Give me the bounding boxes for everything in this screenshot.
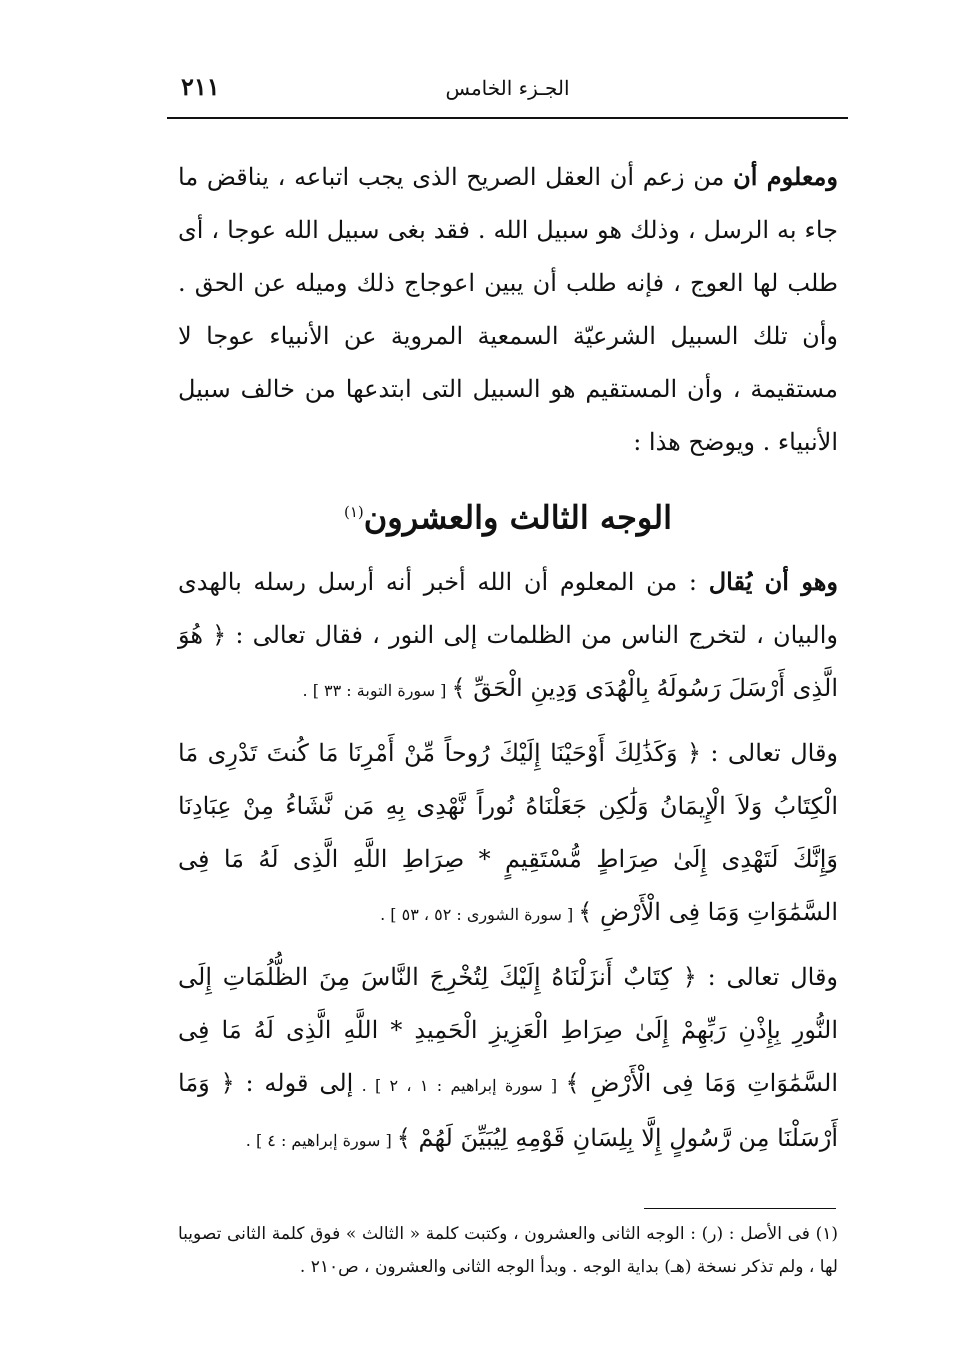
paragraph-2-lead: وهو أن يُقال [708, 566, 838, 596]
verse-reference-tawba: [ سورة التوبة : ٣٣ ] . [302, 680, 452, 700]
paragraph-3 [178, 727, 838, 941]
paragraph-4-mid: إلى قوله : [234, 1068, 354, 1097]
paragraph-1-text: من زعم أن العقل الصريح الذى يجب اتباعه ، يناقض ما جاء به الرسل ، وذلك هو سبيل الله . فقد بغى سبيل الله عوجا ، أى طلب لها العوج ، فإنه طلب أن يبين اعوجاج ذلك وميله عن الحق . وأن تلك السبيل الشرعيّة السمعية المروية عن الأنبياء عوجا لا مستقيمة ، وأن المستقيم هو السبيل التى ابتدعها من خالف سبيل الأنبياء . ويوضح هذا : [178, 163, 838, 456]
main-text [178, 150, 838, 1167]
paragraph-4 [178, 951, 838, 1167]
footnote-1: (١) فى الأصل : (ر) : الوجه الثانى والعشرون ، وكتبت كلمة « الثالث » فوق كلمة الثانى تصويبا لها ، ولم تذكر نسخة (هـ) بداية الوجه . وبدأ الوجه الثانى والعشرون ، ص٢١٠ . [178, 1224, 838, 1277]
quran-verse-tawba: ﴿ هُوَ الَّذِى أَرْسَلَ رَسُولَهُ بِالْهُدَى وَدِينِ الْحَقِّ ﴾ [178, 620, 838, 702]
running-title: الجـزء الخامس [445, 76, 570, 100]
section-heading-text: الوجه الثالث والعشرون [363, 498, 673, 537]
header-rule [167, 117, 848, 119]
footnote-marker: (١) [343, 503, 364, 521]
paragraph-1-lead: ومعلوم أن [733, 162, 839, 191]
paragraph-2-text: : من المعلوم أن الله أخبر أنه أرسل رسله بالهدى والبيان ، لتخرج الناس من الظلمات إلى النور ، فقال تعالى : [178, 567, 838, 649]
quran-verse-shura: ﴿ وَكَذَٰلِكَ أَوْحَيْنَا إِلَيْكَ رُوحاً مِّنْ أَمْرِنَا مَا كُنتَ تَدْرِى مَا الْكِتَابُ وَلاَ الْإِيمَانُ وَلَٰكِن جَعَلْنَاهُ نُوراً نَّهْدِى بِهِ مَن نَّشَاءُ مِنْ عِبَادِنَا وَإِنَّكَ لَتَهْدِى إِلَىٰ صِرَاطٍ مُّسْتَقِيمٍ * صِرَاطِ اللَّهِ الَّذِى لَهُ مَا فِى السَّمَٰوَاتِ وَمَا فِى الْأَرْضِ ﴾ [178, 738, 838, 926]
paragraph-gap [178, 941, 838, 951]
verse-reference-shura: [ سورة الشورى : ٥٢ ، ٥٣ ] . [380, 904, 579, 924]
quran-verse-ibrahim-1: ﴿ كِتَابٌ أَنزَلْنَاهُ إِلَيْكَ لِتُخْرِجَ النَّاسَ مِنَ الظُّلُمَاتِ إِلَى النُّورِ بِإِذْنِ رَبِّهِمْ إِلَىٰ صِرَاطِ الْعَزِيزِ الْحَمِيدِ * اللَّهِ الَّذِى لَهُ مَا فِى السَّمَٰوَاتِ وَمَا فِى الْأَرْضِ ﴾ [178, 962, 839, 1097]
verse-reference-ibrahim-2: [ سورة إبراهيم : ٤ ] . [245, 1130, 397, 1150]
page-number: ٢١١ [181, 72, 220, 101]
paragraph-1 [178, 150, 838, 469]
paragraph-3-intro: وقال تعالى : [701, 738, 839, 767]
quran-verse-ibrahim-2: ﴿ وَمَا أَرْسَلْنَا مِن رَّسُولٍ إِلَّا بِلِسَانِ قَوْمِهِ لِيُبَيِّنَ لَهُمْ ﴾ [178, 1068, 838, 1152]
page-header [167, 64, 848, 116]
section-heading [178, 477, 838, 553]
paragraph-4-intro: وقال تعالى : [696, 962, 838, 991]
paragraph-gap [178, 717, 838, 727]
footnotes [178, 1218, 838, 1284]
verse-reference-ibrahim-1: [ سورة إبراهيم : ١ ، ٢ ] . [353, 1075, 566, 1095]
footnote-rule [644, 1208, 836, 1209]
paragraph-2 [178, 555, 838, 717]
